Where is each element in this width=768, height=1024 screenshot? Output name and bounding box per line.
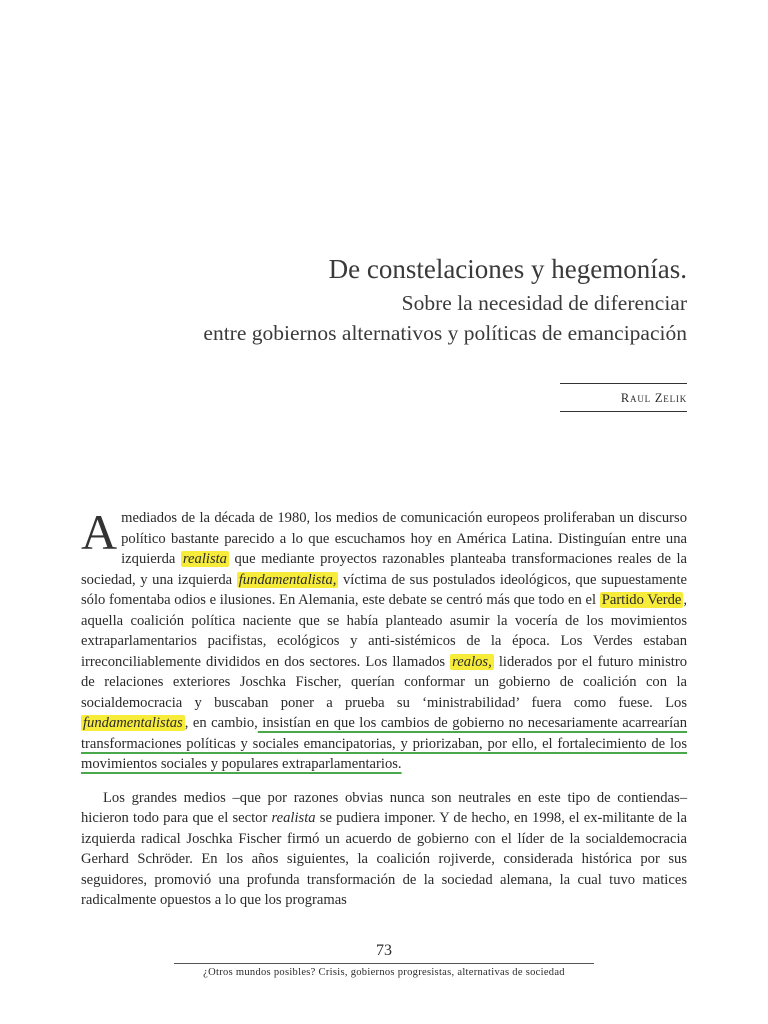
running-title: ¿Otros mundos posibles? Crisis, gobiernos progresistas, alternativas de sociedad (203, 967, 565, 978)
author-name: Raul Zelik (620, 391, 687, 405)
paragraph-1 (81, 504, 687, 775)
paragraph-1-text: mediados de la década de 1980, los medios de comunicación europeos proliferaban un discurso político bastante parecido a lo que escuchamos hoy en América Latina. Distinguían entre una izquierda (121, 510, 687, 567)
paragraph-2-text: se pudiera imponer. Y de hecho, en 1998, el ex-militante de la izquierda radical Joschka Fischer firmó un acuerdo de gobierno con el líder de la socialdemocracia Gerhard Schröder. En los años siguientes, la coalición rojiverde, considerada histórica por sus seguidores, promovió una profunda transformación de la sociedad alemana, la cual tuvo matices radicalmente opuestos a lo que los programas (81, 810, 687, 908)
page-footer (81, 940, 687, 979)
page-number: 73 (376, 942, 392, 959)
italic-realista: realista (271, 810, 316, 826)
paragraph-1-text: , en cambio, (184, 715, 258, 731)
paragraph-2-text: Los grandes medios –que por razones obvias nunca son neutrales en este tipo de contiendas– hicieron todo para que el sector (81, 789, 687, 826)
article-header (80, 250, 687, 348)
highlight-realista: realista (182, 551, 227, 567)
paragraph-1-text: , aquella coalición política naciente que se había planteado asumir la vocería de los movimientos extraparlamentarios pacifistas, ecológicos y anti-sistémicos de la época. Los Verdes estaban irreconciliablemente divididos en dos sectores. Los llamados (81, 592, 687, 670)
article-title: De constelaciones y hegemonías. (328, 254, 687, 284)
article-body (81, 504, 687, 911)
paragraph-1-text: que mediante proyectos razonables planteaba transformaciones reales de la sociedad, y una izquierda (81, 551, 687, 588)
highlight-realos: realos, (452, 653, 492, 670)
highlight-partido-verde: Partido Verde (601, 592, 682, 608)
paragraph-1-text: liderados por el futuro ministro de relaciones exteriores Joschka Fischer, querían conformar un gobierno de coalición con la socialdemocracia y buscaban poner a prueba su ‘ministrabilidad’ fuera como fuese. Los (81, 653, 687, 711)
paragraph-1-text: víctima de sus postulados ideológicos, que supuestamente sólo fomentaba odios e ilusiones. En Alemania, este debate se centró más que todo en el (81, 571, 687, 608)
article-subtitle-line-2: entre gobiernos alternativos y políticas de emancipación (203, 321, 687, 345)
drop-cap: A (81, 504, 118, 560)
paragraph-2 (81, 788, 687, 911)
article-subtitle-line-1: Sobre la necesidad de diferenciar (401, 291, 687, 315)
highlight-fundamentalista: fundamentalista, (238, 571, 337, 588)
author-block (560, 383, 687, 412)
underlined-passage: insistían en que los cambios de gobierno no necesariamente acarrearían transformaciones políticas y sociales emancipatorias, y priorizaban, por ello, el fortalecimiento de los movimientos sociales y populares extraparlamentarios. (81, 715, 687, 772)
footer-divider (174, 963, 594, 964)
highlight-fundamentalistas: fundamentalistas (83, 715, 183, 731)
